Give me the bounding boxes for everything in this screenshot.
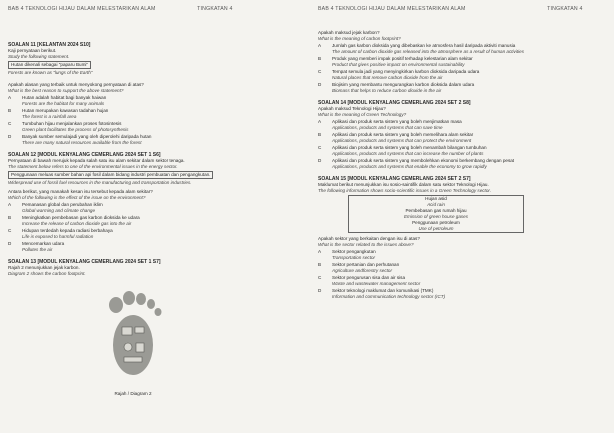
option-c[interactable]	[318, 69, 606, 81]
option-letter: C	[318, 69, 322, 74]
option-letter: B	[318, 132, 322, 137]
option-d[interactable]	[8, 241, 296, 253]
option-d[interactable]	[318, 288, 606, 300]
question-stem: Antara berikut, yang manakah kesan isu tersebut kepada alam sekitar?	[8, 189, 153, 194]
option-text: Sektor pengangkutan	[332, 249, 376, 254]
option-text-en: Green plant facilitates the process of photosynthesis	[22, 127, 129, 132]
question-intro: Pernyataan di bawah merujuk kepada salah satu isu alam sekitar dalam sektor tenaga.	[8, 158, 185, 163]
option-text-en: Pollutes the air	[22, 247, 53, 252]
option-text: Biojisim yang membantu mengurangkan karbon dioksida dalam udara	[332, 82, 475, 87]
option-letter: C	[318, 145, 322, 150]
issues-box	[348, 195, 524, 233]
issue-item: Pembebasan gas rumah hijau	[405, 208, 467, 213]
question-stem: Apakah sektor yang berkaitan dengan isu di atas?	[318, 236, 420, 241]
option-text-en: Transportation sector	[332, 255, 376, 260]
option-a[interactable]	[318, 43, 606, 55]
option-text: Aplikasi dan produk serta sistem yang membolehkan ekonomi berkembang dengan pesat	[332, 158, 515, 163]
statement-text-en: Forests are known as "lungs of the Earth"	[8, 70, 93, 75]
question-intro: Rajah 2 menunjukkan jejak karbon.	[8, 265, 80, 270]
option-text-en: Agriculture andforestry sector	[332, 268, 392, 273]
truck-icon	[124, 357, 142, 362]
question-stem-en: What is the meaning of Green Technology?	[318, 112, 407, 117]
option-text: Banyak sumber semulajadi yang oleh diperolehi daripada hutan	[22, 134, 152, 139]
question-intro: Maklumat berikut menunjukkan isu sosio-saintifik dalam satu sektor Teknologi Hijau.	[318, 182, 489, 187]
option-text: Hutan adalah habitat bagi banyak haiwan	[22, 95, 107, 100]
question-title: SOALAN 12 [MODUL KENYALANG CEMERLANG 2024 SET 1 S6]	[8, 152, 161, 158]
option-text-en: Increase the release of carbon dioxide gas into the air	[22, 221, 132, 226]
option-text: Mencemarkan udara	[22, 241, 65, 246]
option-letter: C	[318, 275, 322, 280]
option-text-en: Applications, products and systems that can save time	[332, 125, 443, 130]
option-text-en: Waste and wastewater management sector	[332, 281, 421, 286]
option-text-en: Global warming and climate change	[22, 208, 96, 213]
question-11	[8, 42, 296, 146]
right-chapter-title: BAB 4 TEKNOLOGI HIJAU DALAM MELESTARIKAN ALAM	[318, 6, 466, 12]
option-a[interactable]	[318, 249, 606, 261]
option-text-en: The forest is a rainfall area	[22, 114, 77, 119]
options-list	[8, 95, 296, 146]
statement-text: Hutan dikenali sebagai "paparu Bumi"	[11, 62, 89, 67]
option-d[interactable]	[8, 134, 296, 146]
question-stem: Apakah maksud Teknologi Hijau?	[318, 106, 386, 111]
option-letter: D	[318, 82, 322, 87]
option-text-en: Information and communication technology sector (ICT)	[332, 294, 446, 299]
question-stem: Apakah maksud jejak karbon?	[318, 30, 380, 35]
option-letter: A	[318, 119, 322, 124]
question-15	[318, 176, 606, 300]
option-letter: A	[8, 95, 12, 100]
option-text: Produk yang memberi impak positif terhadap kelestarian alam sekitar	[332, 56, 473, 61]
options-list	[8, 202, 296, 253]
option-d[interactable]	[318, 82, 606, 94]
statement-text: Penggunaan meluas sumber bahan api fosil dalam bidang industri pembuatan dan pengangkutan.	[11, 172, 211, 177]
question-stem-en: What is the sector related to the issues above?	[318, 242, 414, 247]
option-letter: C	[8, 228, 12, 233]
option-letter: D	[8, 134, 12, 139]
question-title: SOALAN 11 [KELANTAN 2024 S10]	[8, 42, 91, 48]
left-column	[8, 30, 296, 403]
option-text: Tempat semula jadi yang menyingkirkan karbon dioksida daripada udara	[332, 69, 480, 74]
option-text-en: Applications, products and systems that enable the economy to grow rapidly	[332, 164, 487, 169]
question-stem-en: What is the best reason to support the above statement?	[8, 88, 124, 93]
option-b[interactable]	[318, 262, 606, 274]
option-letter: A	[318, 43, 322, 48]
option-text-en: Product that gives positive impact on environmental sustainability	[332, 62, 465, 67]
issue-item-en: Acid rain	[427, 202, 445, 207]
option-a[interactable]	[8, 202, 296, 214]
question-title: SOALAN 15 [MODUL KENYALANG CEMERLANG 2024 SET 2 S7]	[318, 176, 471, 182]
option-text-en: Life is exposed to harmful radiation	[22, 234, 94, 239]
statement-box	[8, 61, 91, 69]
question-intro-en: Study the following statement.	[8, 54, 70, 59]
issue-item-en: Emission of green house gases	[403, 214, 469, 219]
option-text: Hidupan terdedah kepada radiasi berbahaya	[22, 228, 113, 233]
left-chapter-title: BAB 4 TEKNOLOGI HIJAU DALAM MELESTARIKAN ALAM	[8, 6, 156, 12]
option-a[interactable]	[8, 95, 296, 107]
issue-item-en: Use of petroleum	[418, 226, 454, 231]
option-b[interactable]	[8, 108, 296, 120]
option-text: Jumlah gas karbon dioksida yang dibebaskan ke atmosfera hasil daripada aktiviti manusia	[332, 43, 516, 48]
car-icon	[135, 327, 144, 333]
option-b[interactable]	[318, 132, 606, 144]
carbon-footprint-diagram	[58, 281, 208, 391]
option-text: Sektor teknologi maklumat dan komunikasi (TMK)	[332, 288, 434, 293]
option-text: Tumbuhan hijau menjalankan proses fotosintesis	[22, 121, 122, 126]
option-text: Aplikasi dan produk serta sistem yang boleh menambah bilangan tumbuhan	[332, 145, 487, 150]
options-list	[318, 249, 606, 300]
option-text-en: Applications, products and systems that can increase the number of plants	[332, 151, 484, 156]
option-text: Sektor pertanian dan perhutanan	[332, 262, 400, 267]
option-c[interactable]	[8, 121, 296, 133]
question-13-continued	[318, 30, 606, 94]
option-b[interactable]	[8, 215, 296, 227]
option-letter: C	[8, 121, 12, 126]
option-text-en: Forests are the habitat for many animals	[22, 101, 105, 106]
option-letter: B	[318, 56, 322, 61]
option-letter: B	[8, 108, 12, 113]
option-text-en: Natural places that remove carbon dioxide from the air	[332, 75, 443, 80]
option-c[interactable]	[318, 275, 606, 287]
issue-item: Hujan asid	[425, 196, 447, 201]
option-text: Aplikasi dan produk serta sistem yang boleh menjimatkan masa	[332, 119, 462, 124]
factory-icon	[122, 327, 132, 335]
option-c[interactable]	[8, 228, 296, 240]
option-text: Aplikasi dan produk serta sistem yang boleh memelihara alam sekitar	[332, 132, 474, 137]
right-chapter-header	[318, 6, 583, 12]
question-intro-en: The statement below refers to one of the environmental issues in the energy sector.	[8, 164, 178, 169]
left-form-level: TINGKATAN 4	[197, 6, 233, 12]
option-b[interactable]	[318, 56, 606, 68]
option-text-en: Applications, products and systems that can protect the environment	[332, 138, 472, 143]
question-13	[8, 259, 296, 397]
question-title: SOALAN 14 [MODUL KENYALANG CEMERLANG 2024 SET 2 S8]	[318, 100, 471, 106]
option-letter: D	[318, 288, 322, 293]
option-d[interactable]	[318, 158, 606, 170]
question-intro: Kaji pernyataan berikut.	[8, 48, 57, 53]
options-list	[318, 119, 606, 170]
diagram-caption: Rajah / Diagram 2	[114, 391, 152, 396]
right-form-level: TINGKATAN 4	[547, 6, 583, 12]
option-a[interactable]	[318, 119, 606, 131]
question-stem-en: What is the meaning of carbon footprint?	[318, 36, 401, 41]
footprint-illustration	[58, 281, 208, 381]
question-12	[8, 152, 296, 253]
question-intro-en: The following information shows socio-scientific issues in a Green Technology sector.	[318, 188, 492, 193]
question-stem-en: Which of the following is the effect of the issue on the environment?	[8, 195, 146, 200]
statement-box	[8, 171, 213, 179]
house-icon	[136, 343, 144, 352]
options-list	[318, 43, 606, 94]
plant-icon	[124, 343, 132, 351]
question-stem: Apakah alasan yang terbaik untuk menyokong pernyataan di atas?	[8, 82, 144, 87]
question-14	[318, 100, 606, 170]
option-letter: A	[318, 249, 322, 254]
option-letter: D	[318, 158, 322, 163]
option-letter: D	[8, 241, 12, 246]
option-text-en: The amount of carbon dioxide gas released into the atmosphere as a result of human activities	[332, 49, 525, 54]
option-text-en: There are many natural resources available from the forest	[22, 140, 142, 145]
statement-text-en: Widespread use of fossil fuel resources in the manufacturing and transportation industries.	[8, 180, 192, 185]
option-text-en: Biomass that helps to reduce carbon dioxide in the air	[332, 88, 442, 93]
option-c[interactable]	[318, 145, 606, 157]
option-letter: B	[318, 262, 322, 267]
option-text: Meningkatkan pembebasan gas karbon dioksida ke udara	[22, 215, 140, 220]
option-text: Pemanasan global dan perubahan iklim	[22, 202, 103, 207]
left-chapter-header	[8, 6, 233, 12]
issue-item: Penggunaan petroleum	[412, 220, 460, 225]
option-text: Hutan merupakan kawasan tadahan hujan	[22, 108, 109, 113]
right-column	[318, 30, 606, 306]
question-title: SOALAN 13 [MODUL KENYALANG CEMERLANG 2024 SET 1 S7]	[8, 259, 161, 265]
question-intro-en: Diagram 2 shows the carbon footprint.	[8, 271, 86, 276]
option-text: Sektor pengurusan sisa dan air sisa	[332, 275, 406, 280]
option-letter: B	[8, 215, 12, 220]
option-letter: A	[8, 202, 12, 207]
